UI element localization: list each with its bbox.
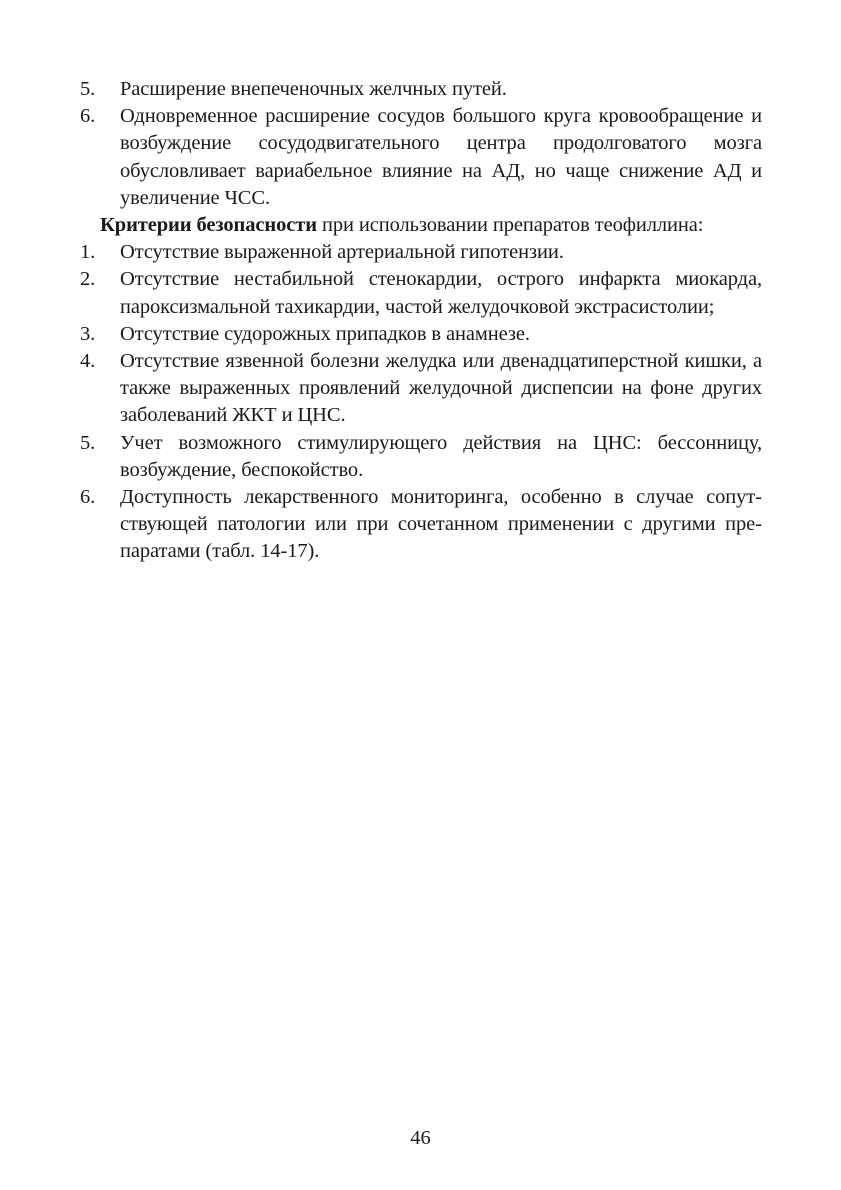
page-number: 46: [410, 1127, 431, 1149]
list-item-number: 3.: [80, 322, 96, 345]
numbered-list-top: [80, 76, 762, 212]
page-content: [80, 76, 762, 566]
list-item: [80, 266, 762, 320]
list-item-text: Учет возможного стимулирующего действия на ЦНС: бессонницу, возбуждение, беспокойство.: [120, 431, 762, 481]
list-item-text: Отсутствие выраженной артериальной гипотензии.: [120, 241, 564, 264]
list-item: [80, 484, 762, 566]
numbered-list-criteria: [80, 239, 762, 565]
list-item: [80, 321, 762, 348]
list-item-number: 1.: [80, 241, 96, 264]
criteria-intro: при использовании препаратов теофиллина:: [316, 214, 704, 237]
list-item-text: Отсутствие судорожных припадков в анамнезе.: [120, 322, 530, 345]
list-item: [80, 103, 762, 212]
list-item-text: Отсутствие нестабильной стенокардии, острого инфаркта миокарда, пароксизмальной тахикардии, частой желудочковой экстрасистолии;: [120, 268, 762, 318]
list-item: [80, 239, 762, 266]
list-item: [80, 430, 762, 484]
list-item-text: Доступность лекарственного мониторинга, особенно в случае сопутствующей патологии или при сочетанном применении с другими препаратами (табл. 14-17).: [120, 486, 762, 563]
criteria-heading: Критерии безопасности: [100, 214, 317, 237]
criteria-paragraph: [80, 212, 762, 239]
list-item: [80, 348, 762, 430]
list-item-number: 4.: [80, 350, 96, 373]
list-item-text: Одновременное расширение сосудов большого круга кровообращение и возбуждение сосудодвигательного центра продолговатого мозга обусловливает вариабельное влияние на АД, но чаще снижение АД и увеличение ЧСС.: [120, 105, 762, 209]
list-item-number: 5.: [80, 431, 96, 454]
list-item-text: Отсутствие язвенной болезни желудка или двенадцатиперстной кишки, а также выраженных проявлений желудочной диспепсии на фоне других заболеваний ЖКТ и ЦНС.: [120, 350, 762, 427]
list-item-number: 6.: [80, 105, 96, 128]
list-item: [80, 76, 762, 103]
list-item-number: 6.: [80, 486, 96, 509]
list-item-number: 5.: [80, 78, 96, 100]
list-item-number: 2.: [80, 268, 96, 291]
list-item-text: Расширение внепеченочных желчных путей.: [120, 78, 507, 100]
